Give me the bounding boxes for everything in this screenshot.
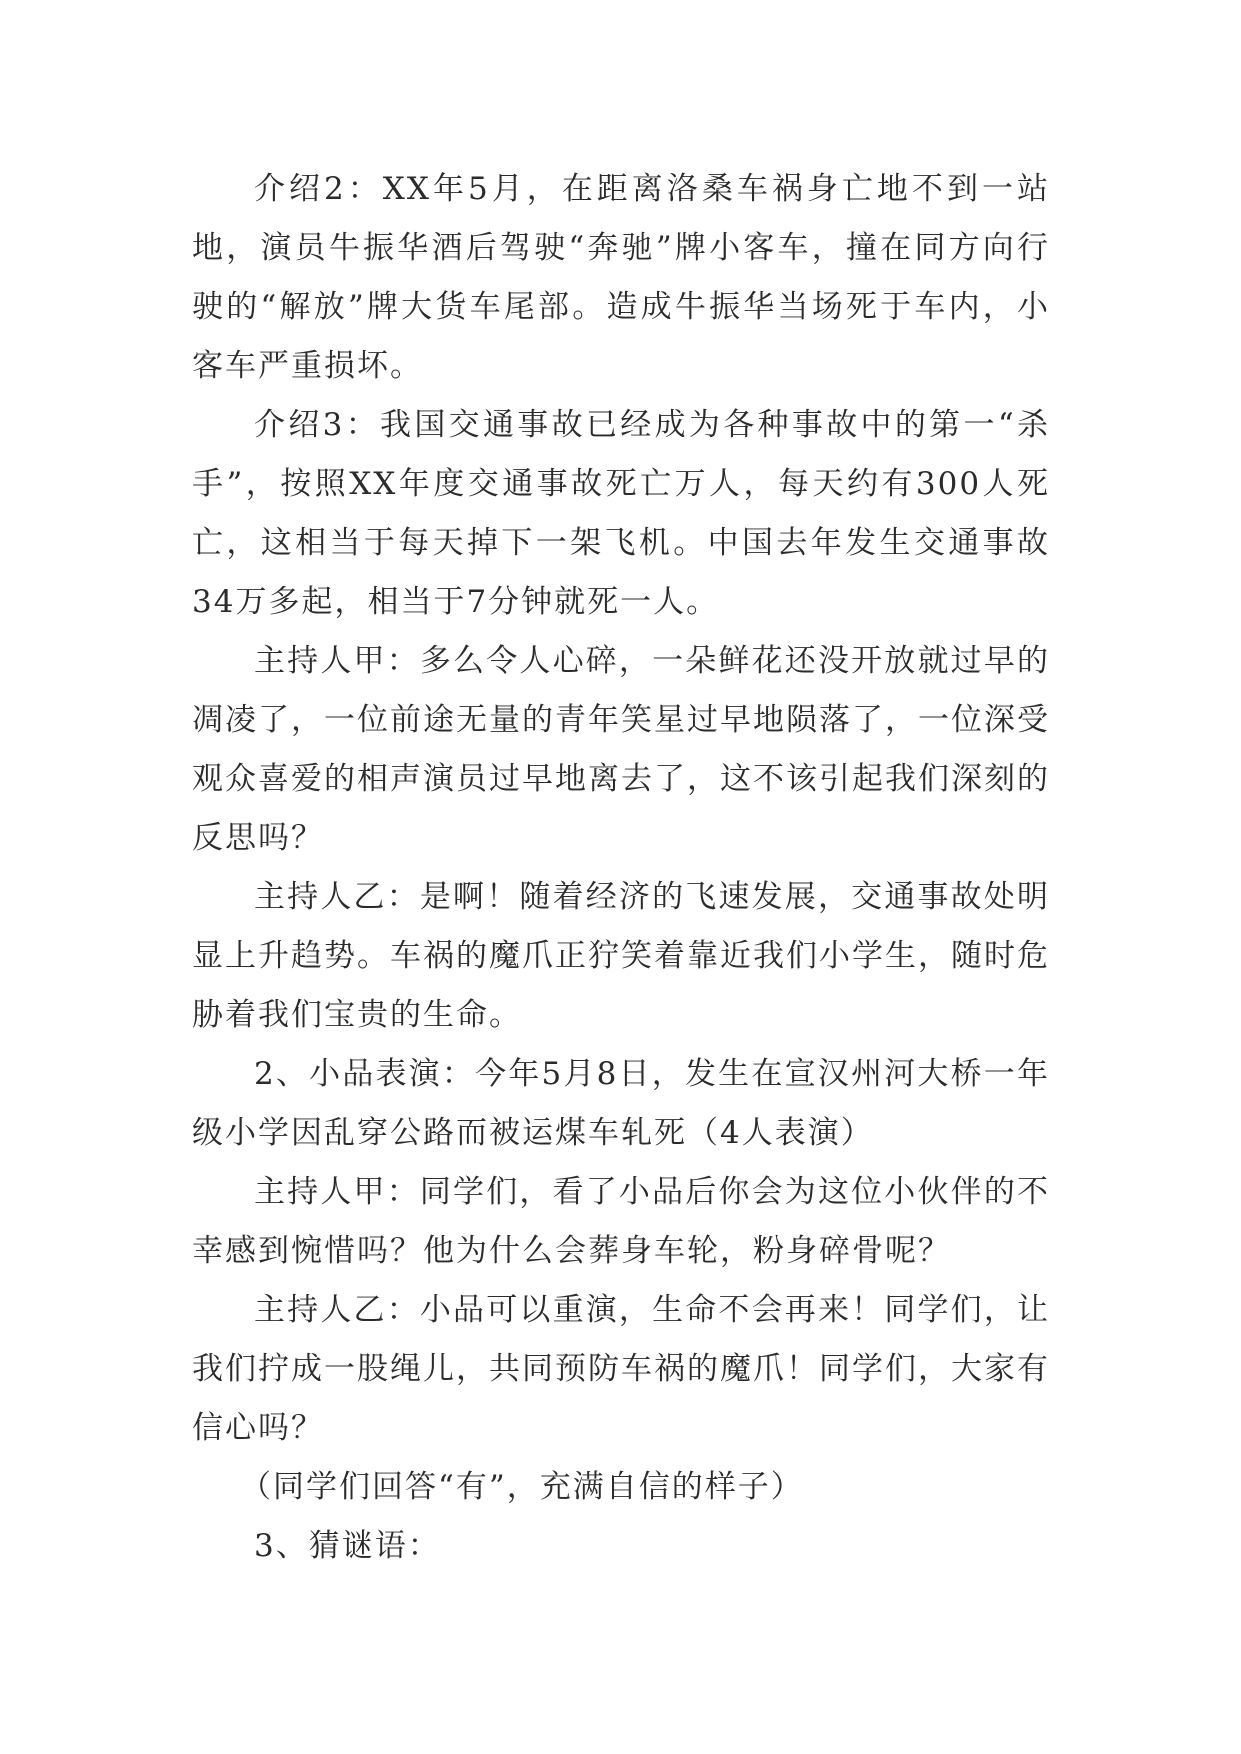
paragraph-intro-3: 介绍3：我国交通事故已经成为各种事故中的第一“杀手”，按照XX年度交通事故死亡万人，每天约有300人死亡，这相当于每天掉下一架飞机。中国去年发生交通事故34万多起，相当于7分钟就死一人。: [192, 407, 1050, 620]
paragraph-intro-2: 介绍2：XX年5月，在距离洛桑车祸身亡地不到一站地，演员牛振华酒后驾驶“奔驰”牌小客车，撞在同方向行驶的“解放”牌大货车尾部。造成牛振华当场死于车内，小客车严重损坏。: [192, 171, 1050, 384]
paragraph-riddles-heading: 3、猜谜语：: [254, 1528, 441, 1564]
document-body: [192, 160, 1050, 1576]
paragraph-host-a-1: 主持人甲：多么令人心碎，一朵鲜花还没开放就过早的凋凌了，一位前途无量的青年笑星过早地陨落了，一位深受观众喜爱的相声演员过早地离去了，这不该引起我们深刻的反思吗？: [192, 643, 1050, 856]
paragraph-host-b-1: 主持人乙：是啊！随着经济的飞速发展，交通事故处明显上升趋势。车祸的魔爪正狞笑着靠近我们小学生，随时危胁着我们宝贵的生命。: [192, 879, 1050, 1033]
paragraph-skit: 2、小品表演：今年5月8日，发生在宣汉州河大桥一年级小学因乱穿公路而被运煤车轧死（4人表演）: [192, 1056, 1050, 1151]
paragraph-host-b-2: 主持人乙：小品可以重演，生命不会再来！同学们，让我们拧成一股绳儿，共同预防车祸的魔爪！同学们，大家有信心吗？: [192, 1292, 1050, 1446]
paragraph-host-a-2: 主持人甲：同学们，看了小品后你会为这位小伙伴的不幸感到惋惜吗？他为什么会葬身车轮，粉身碎骨呢？: [192, 1174, 1050, 1269]
paragraph-students-answer: （同学们回答“有”，充满自信的样子）: [240, 1469, 804, 1505]
